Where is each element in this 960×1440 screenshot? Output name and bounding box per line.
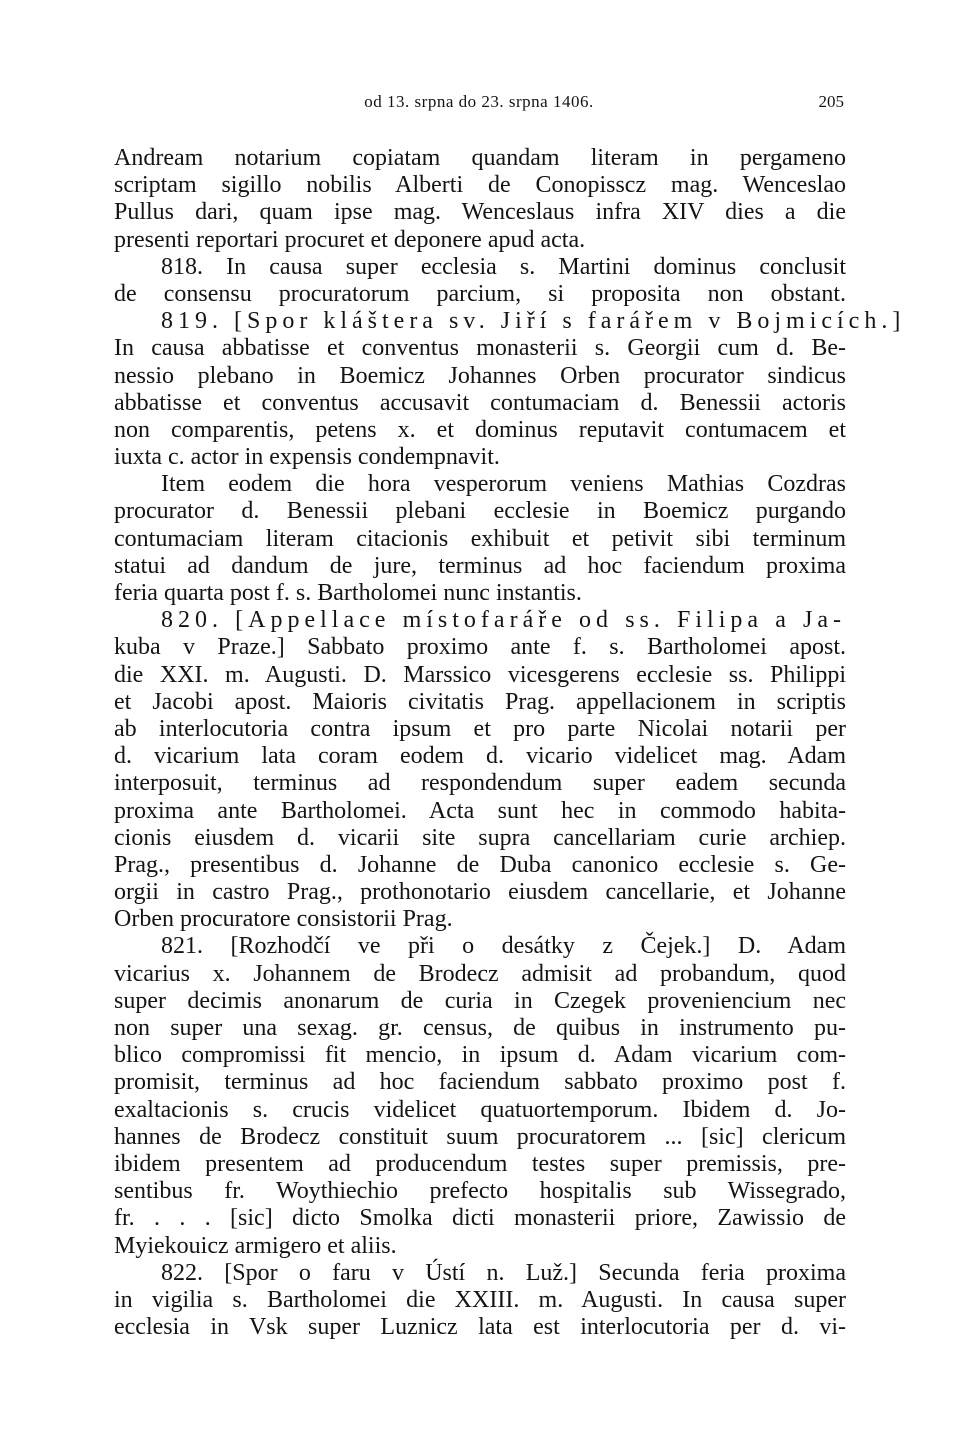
text-line: fr. . . . [sic] dicto Smolka dicti monasterii priore, Zawissio de xyxy=(114,1205,846,1232)
entry-819-heading: 819. [Spor kláštera sv. Jiří s farářem v Bojmicích.] xyxy=(161,308,906,335)
text-line: orgii in castro Prag., prothonotario eiusdem cancellarie, et Johanne xyxy=(114,879,846,906)
entry-818-line: 818. In causa super ecclesia s. Martini dominus conclusit xyxy=(161,253,846,280)
text-line: ecclesia in Vsk super Luznicz lata est interlocutoria per d. vi- xyxy=(114,1314,846,1341)
text-line: promisit, terminus ad hoc faciendum sabbato proximo post f. xyxy=(114,1069,846,1096)
text-line: iuxta c. actor in expensis condempnavit. xyxy=(114,444,500,471)
text-line: contumaciam literam citacionis exhibuit et petivit sibi terminum xyxy=(114,525,846,552)
text-line: Andream notarium copiatam quandam literam in pergameno xyxy=(114,145,846,171)
text-line: abbatisse et conventus accusavit contumaciam d. Benessii actoris xyxy=(114,389,846,416)
text-line: Orben procuratore consistorii Prag. xyxy=(114,906,453,933)
text-line: non super una sexag. gr. census, de quibus in instrumento pu- xyxy=(114,1015,846,1041)
text-line: hannes de Brodecz constituit suum procuratorem ... [sic] clericum xyxy=(114,1123,846,1150)
text-line: proxima ante Bartholomei. Acta sunt hec in commodo habita- xyxy=(114,797,846,824)
text-line: d. vicarium lata coram eodem d. vicario videlicet mag. Adam xyxy=(114,743,846,770)
body-text xyxy=(114,145,906,1341)
text-line: Prag., presentibus d. Johanne de Duba canonico ecclesie s. Ge- xyxy=(114,851,846,878)
text-line: interposuit, terminus ad respondendum super eadem secunda xyxy=(114,770,846,797)
text-line: Pullus dari, quam ipse mag. Wenceslaus infra XIV dies a die xyxy=(114,199,846,226)
text-line: Myiekouicz armigero et aliis. xyxy=(114,1232,397,1259)
text-line: ibidem presentem ad producendum testes super premissis, pre- xyxy=(114,1150,846,1177)
text-line: super decimis anonarum de curia in Czegek proveniencium nec xyxy=(114,987,846,1014)
text-line: blico compromissi fit mencio, in ipsum d. Adam vicarium com- xyxy=(114,1042,846,1069)
page-number: 205 xyxy=(818,92,844,111)
text-line: procurator d. Benessii plebani ecclesie in Boemicz purgando xyxy=(114,498,846,525)
text-line: scriptam sigillo nobilis Alberti de Conopisscz mag. Wenceslao xyxy=(114,172,846,199)
text-line: feria quarta post f. s. Bartholomei nunc instantis. xyxy=(114,580,582,606)
running-head: od 13. srpna do 23. srpna 1406. xyxy=(364,92,594,111)
text-line: exaltacionis s. crucis videlicet quatuortemporum. Ibidem d. Jo- xyxy=(114,1096,846,1123)
text-line: et Jacobi apost. Maioris civitatis Prag. appellacionem in scriptis xyxy=(114,688,846,715)
text-line: kuba v Praze.] Sabbato proximo ante f. s. Bartholomei apost. xyxy=(114,634,846,661)
entry-821-heading: 821. [Rozhodčí ve při o desátky z Čejek.] D. Adam xyxy=(161,933,846,960)
text-line: nessio plebano in Boemicz Johannes Orben procurator sindicus xyxy=(114,362,846,389)
text-line: cionis eiusdem d. vicarii site supra cancellariam curie archiep. xyxy=(114,824,846,851)
entry-822-heading: 822. [Spor o faru v Ústí n. Luž.] Secunda feria proxima xyxy=(161,1259,846,1286)
text-line: de consensu procuratorum parcium, si proposita non obstant. xyxy=(114,280,846,307)
text-line: statui ad dandum de jure, terminus ad hoc faciendum proxima xyxy=(114,552,846,579)
text-line: In causa abbatisse et conventus monasterii s. Georgii cum d. Be- xyxy=(114,335,846,362)
text-line: Item eodem die hora vesperorum veniens Mathias Cozdras xyxy=(161,471,846,498)
page-header xyxy=(114,92,844,118)
text-line: presenti reportari procuret et deponere apud acta. xyxy=(114,226,586,253)
text-line: sentibus fr. Woythiechio prefecto hospitalis sub Wissegrado, xyxy=(114,1178,846,1205)
text-line: non comparentis, petens x. et dominus reputavit contumacem et xyxy=(114,416,846,443)
text-line: die XXI. m. Augusti. D. Marssico vicesgerens ecclesie ss. Philippi xyxy=(114,661,846,688)
text-line: in vigilia s. Bartholomei die XXIII. m. Augusti. In causa super xyxy=(114,1286,846,1313)
text-line: ab interlocutoria contra ipsum et pro parte Nicolai notarii per xyxy=(114,715,846,742)
text-line: vicarius x. Johannem de Brodecz admisit ad probandum, quod xyxy=(114,960,846,987)
entry-820-heading: 820. [Appellace místofaráře od ss. Filipa a Ja- xyxy=(161,607,846,634)
